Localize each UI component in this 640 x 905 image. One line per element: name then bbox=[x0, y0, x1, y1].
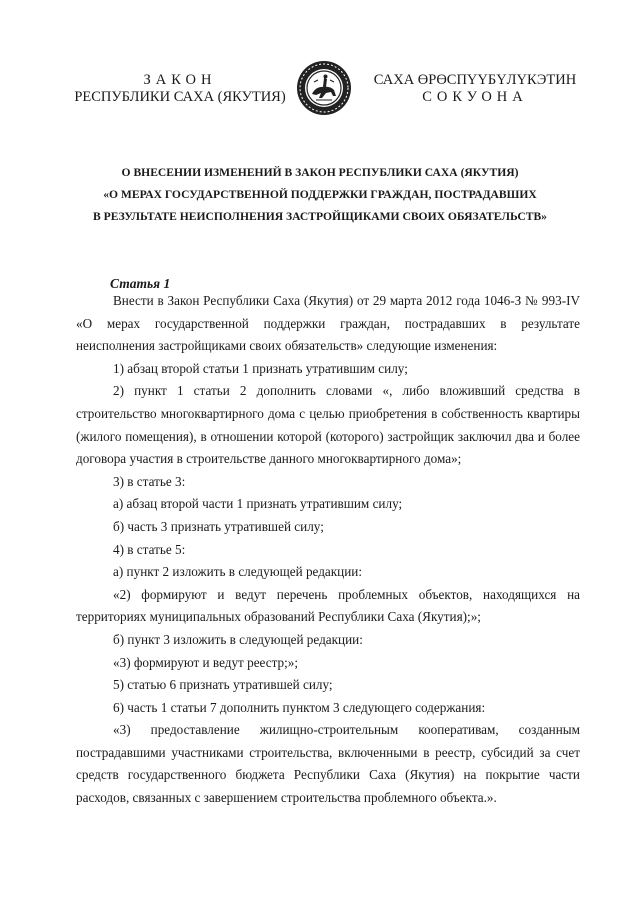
header-right-line2: СОКУОНА bbox=[422, 89, 528, 105]
coat-of-arms-emblem-icon bbox=[296, 60, 352, 116]
paragraph-item: а) абзац второй части 1 признать утратившим силу; bbox=[113, 496, 403, 512]
paragraph-item: 6) часть 1 статьи 7 дополнить пунктом 3 следующего содержания: bbox=[113, 699, 486, 715]
paragraph-item: «3) предоставление жилищно-строительным кооперативам, созданным пострадавшими участниками строительства, включенными в реестр, субсидий за счет средств государственного бюджета Республики Саха (Якутия) на покрытие части расходов, связанных с завершением строительства проблемного объекта.». bbox=[76, 722, 580, 806]
paragraph-item: б) пункт 3 изложить в следующей редакции: bbox=[113, 631, 363, 647]
paragraph-item: «3) формируют и ведут реестр;»; bbox=[113, 654, 299, 670]
article-heading: Статья 1 bbox=[110, 276, 171, 291]
paragraph-item: б) часть 3 признать утратившей силу; bbox=[113, 518, 324, 534]
paragraph-item: 3) в статье 3: bbox=[113, 473, 186, 489]
article-body bbox=[76, 290, 580, 810]
paragraph-item: 2) пункт 1 статьи 2 дополнить словами «, либо вложивший средства в строительство многоквартирного дома с целью приобретения в собственность квартиры (жилого помещения), в отношении которой (которого) застройщик заключил два и более договора участия в строительстве данного многоквартирного дома»; bbox=[76, 383, 580, 467]
header-right bbox=[360, 72, 590, 106]
header-left-line2: РЕСПУБЛИКИ САХА (ЯКУТИЯ) bbox=[74, 89, 286, 105]
document-title bbox=[60, 162, 580, 228]
title-line-3: В РЕЗУЛЬТАТЕ НЕИСПОЛНЕНИЯ ЗАСТРОЙЩИКАМИ СВОИХ ОБЯЗАТЕЛЬСТВ» bbox=[93, 210, 547, 223]
paragraph-item: «2) формируют и ведут перечень проблемных объектов, находящихся на территориях муниципальных образований Республики Саха (Якутия);»; bbox=[76, 586, 580, 625]
paragraph-item: а) пункт 2 изложить в следующей редакции: bbox=[113, 564, 363, 580]
title-line-1: О ВНЕСЕНИИ ИЗМЕНЕНИЙ В ЗАКОН РЕСПУБЛИКИ САХА (ЯКУТИЯ) bbox=[121, 166, 519, 179]
paragraph-intro: Внести в Закон Республики Саха (Якутия) от 29 марта 2012 года 1046-З № 993-IV «О мерах государственной поддержки граждан, пострадавших в результате неисполнения застройщиками своих обязательств» следующие изменения: bbox=[76, 293, 580, 354]
header-left-line1: ЗАКОН bbox=[143, 72, 217, 88]
paragraph-item: 5) статью 6 признать утратившей силу; bbox=[113, 677, 333, 693]
paragraph-item: 1) абзац второй статьи 1 признать утратившим силу; bbox=[113, 360, 408, 376]
paragraph-item: 4) в статье 5: bbox=[113, 541, 186, 557]
header-right-line1: САХА ӨРӨСПҮҮБҮЛҮКЭТИН bbox=[373, 72, 577, 88]
header-left bbox=[70, 72, 290, 106]
title-line-2: «О МЕРАХ ГОСУДАРСТВЕННОЙ ПОДДЕРЖКИ ГРАЖДАН, ПОСТРАДАВШИХ bbox=[103, 188, 537, 201]
